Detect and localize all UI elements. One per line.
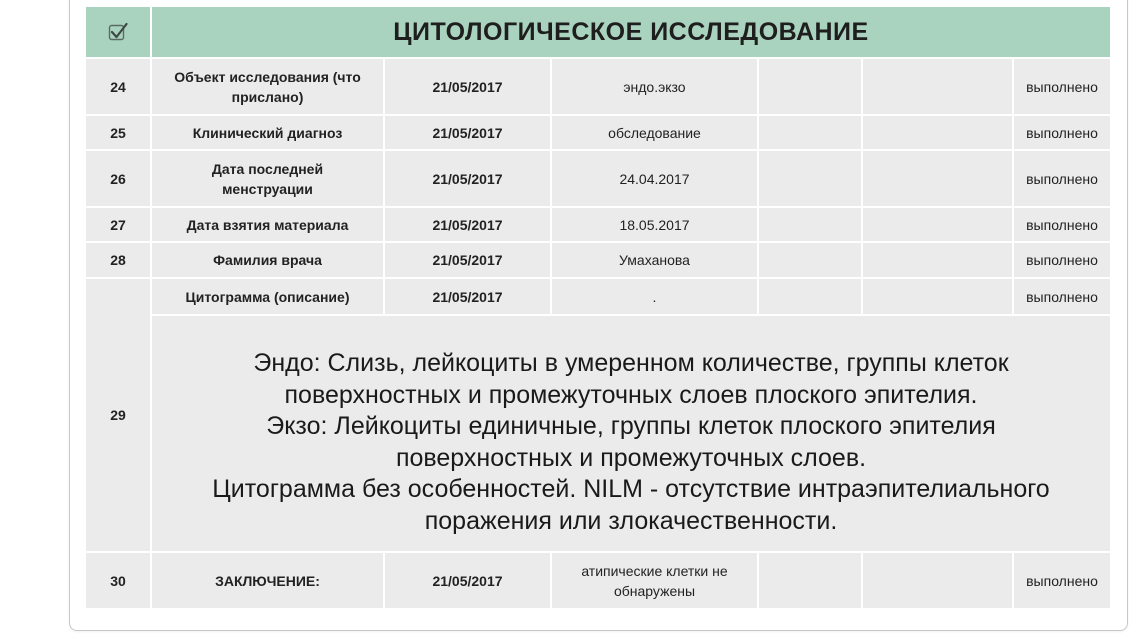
row-empty-1 <box>759 59 861 114</box>
row-status: выполнено <box>1014 116 1110 149</box>
row-empty-1 <box>759 116 861 149</box>
row-empty-2 <box>863 553 1012 608</box>
row-empty-2 <box>863 151 1012 206</box>
row-empty-1 <box>759 553 861 608</box>
section-title: ЦИТОЛОГИЧЕСКОЕ ИССЛЕДОВАНИЕ <box>152 7 1110 57</box>
row-date: 21/05/2017 <box>385 553 550 608</box>
row-number: 24 <box>86 59 150 114</box>
row-date: 21/05/2017 <box>385 116 550 149</box>
row-number: 26 <box>86 151 150 206</box>
row-name: ЗАКЛЮЧЕНИЕ: <box>152 553 383 608</box>
row-value: обследование <box>552 116 757 149</box>
row-value: 24.04.2017 <box>552 151 757 206</box>
row-number: 30 <box>86 553 150 608</box>
row-empty-1 <box>759 279 861 314</box>
row-date: 21/05/2017 <box>385 243 550 277</box>
row-number: 25 <box>86 116 150 149</box>
row-status: выполнено <box>1014 553 1110 608</box>
row-status: выполнено <box>1014 279 1110 314</box>
row-empty-1 <box>759 243 861 277</box>
description-line: Экзо: Лейкоциты единичные, группы клеток плоского эпителия <box>266 412 996 440</box>
select-all-cell[interactable] <box>86 7 150 57</box>
row-empty-2 <box>863 279 1012 314</box>
row-number: 29 <box>86 279 150 551</box>
row-empty-1 <box>759 151 861 206</box>
description-line: поверхностных и промежуточных слоев. <box>395 443 867 472</box>
cytogram-description <box>152 316 1110 551</box>
description-line: Цитограмма без особенностей. NILM - отсутствие интраэпителиального <box>212 475 1050 503</box>
row-status: выполнено <box>1014 151 1110 206</box>
row-name: Дата последней менструации <box>152 151 383 206</box>
checkmark-icon[interactable] <box>107 21 129 43</box>
row-date: 21/05/2017 <box>385 208 550 241</box>
row-empty-2 <box>863 208 1012 241</box>
row-empty-2 <box>863 243 1012 277</box>
description-line: Эндо: Слизь, лейкоциты в умеренном количестве, группы клеток <box>253 349 1009 377</box>
row-empty-2 <box>863 59 1012 114</box>
row-value: атипические клетки не обнаружены <box>552 553 757 608</box>
row-status: выполнено <box>1014 59 1110 114</box>
row-value: 18.05.2017 <box>552 208 757 241</box>
description-line: поражения или злокачественности. <box>424 506 838 535</box>
row-date: 21/05/2017 <box>385 279 550 314</box>
row-name: Объект исследования (что прислано) <box>152 59 383 114</box>
row-status: выполнено <box>1014 243 1110 277</box>
row-value: Умаханова <box>552 243 757 277</box>
row-name: Цитограмма (описание) <box>152 279 383 314</box>
row-name: Фамилия врача <box>152 243 383 277</box>
row-number: 27 <box>86 208 150 241</box>
row-empty-1 <box>759 208 861 241</box>
description-line: поверхностных и промежуточных слоев плоского эпителия. <box>284 380 978 409</box>
row-value: . <box>552 279 757 314</box>
row-name: Клинический диагноз <box>152 116 383 149</box>
row-date: 21/05/2017 <box>385 59 550 114</box>
row-name: Дата взятия материала <box>152 208 383 241</box>
row-empty-2 <box>863 116 1012 149</box>
row-status: выполнено <box>1014 208 1110 241</box>
row-date: 21/05/2017 <box>385 151 550 206</box>
row-value: эндо.экзо <box>552 59 757 114</box>
row-number: 28 <box>86 243 150 277</box>
